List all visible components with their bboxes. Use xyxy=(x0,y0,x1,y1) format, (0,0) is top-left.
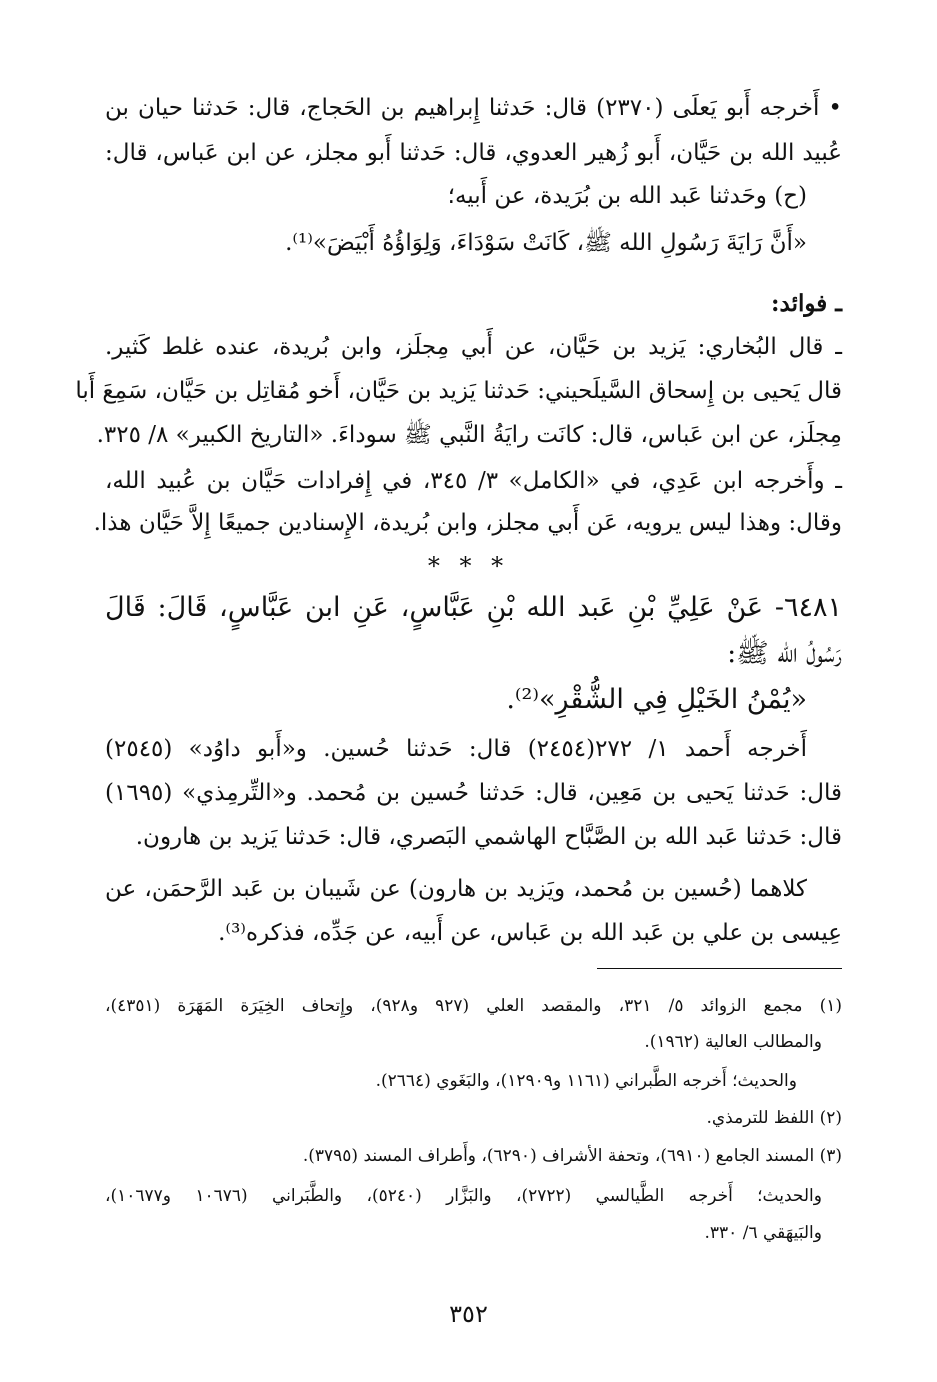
text-line: ـ وأَخرجه ابن عَدِي، في «الكامل» ٣/ ٣٤٥، في إِفرادات حَيَّان بن عُبيد الله، xyxy=(105,468,842,494)
text-line: عُبيد الله بن حَيَّان، أَبو زُهير العدوي، قال: حَدثنا أَبو مجلز، عن ابن عَباس، قال: xyxy=(105,140,842,166)
text-line: قال يَحيى بن إِسحاق السَّيلَحيني: حَدثنا يَزيد بن حَيَّان، أَخو مُقاتِل بن حَيَّان، سَمِعَ أَبا xyxy=(75,378,842,404)
text-line: عِيسى بن علي بن عَبد الله بن عَباس، عن أَبيه، عن جَدِّه، فذكره⁽³⁾. xyxy=(218,920,842,946)
text-line: أَخرجه أَحمد ١/ ٢٧٢(٢٤٥٤) قال: حَدثنا حُسين. و«أَبو داوُد» (٢٥٤٥) xyxy=(105,736,807,762)
hadith-text: «يُمْنُ الخَيْلِ فِي الشُّقْرِ»⁽²⁾. xyxy=(506,684,807,715)
footnote: والحديث؛ أَخرجه الطَّبراني (١١٦١ و١٢٩٠٩)، والبَغَوي (٢٦٦٤). xyxy=(375,1071,797,1091)
text-line: كلاهما (حُسين بن مُحمد، ويَزيد بن هارون) عن شَيبان بن عَبد الرَّحمَن، عن xyxy=(105,876,807,902)
footnote: والمطالب العالية (١٩٦٢). xyxy=(644,1032,822,1052)
text-line: قال: حَدثنا عَبد الله بن الصَّبَّاح الهاشمي البَصري، قال: حَدثنا يَزيد بن هارون. xyxy=(135,824,842,850)
footnote-divider xyxy=(597,968,842,969)
footnote: (٢) اللفظ للترمذي. xyxy=(706,1108,842,1128)
footnote: (٣) المسند الجامع (٦٩١٠)، وتحفة الأشراف (٦٢٩٠)، وأَطراف المسند (٣٧٩٥). xyxy=(302,1146,842,1166)
footnote: والبَيهَقي ٦/ ٣٣٠. xyxy=(704,1223,822,1243)
section-separator: * * * xyxy=(427,552,510,580)
text-line: وقال: وهذا ليس يرويه، عَن أَبي مجلز، وابن بُريدة، الإِسنادين جميعًا إِلاَّ حَيَّان هذا. xyxy=(93,510,842,536)
section-heading: ـ فوائد: xyxy=(771,290,842,317)
text-line: قال: حَدثنا يَحيى بن مَعِين، قال: حَدثنا حُسين بن مُحمد. و«التِّرمِذي» (١٦٩٥) xyxy=(105,780,842,806)
footnote: والحديث؛ أَخرجه الطَّيالسي (٢٧٢٢)، والبَزَّار (٥٢٤٠)، والطَّبَراني (١٠٦٧٦ و١٠٦٧٧)، xyxy=(105,1186,822,1206)
page-number: ٣٥٢ xyxy=(449,1300,488,1328)
hadith-text: «أَنَّ رَايَةَ رَسُولِ الله ﷺ، كَانَتْ سَوْدَاءَ، وَلِوَاؤُهُ أَبْيَضَ»⁽¹⁾. xyxy=(285,230,807,256)
hadith-heading: رَسُولُ الله ﷺ: xyxy=(727,638,842,669)
text-line: مِجلَز، عن ابن عَباس، قال: كانَت رايَةُ النَّبي ﷺ سوداءَ. «التاريخ الكبير» ٨/ ٣٢٥. xyxy=(96,422,842,448)
footnote: (١) مجمع الزوائد ٥/ ٣٢١، والمقصد العلي (٩٢٧ و٩٢٨)، وإِتحاف الخِيَرَة المَهَرَة (٤٣٥١)، xyxy=(105,996,842,1016)
text-line: (ح) وحَدثنا عَبد الله بن بُرَيدة، عن أَبيه؛ xyxy=(447,183,807,209)
hadith-heading: ٦٤٨١- عَنْ عَلِيِّ بْنِ عَبد الله بْنِ عَبَّاسٍ، عَنِ ابن عَبَّاسٍ، قَالَ: قَالَ xyxy=(105,592,842,623)
text-line: ـ قال البُخاري: يَزيد بن حَيَّان، عن أَبي مِجلَز، وابن بُريدة، عنده غلط كَثير. xyxy=(105,334,842,360)
text-line: • أَخرجه أَبو يَعلَى (٢٣٧٠) قال: حَدثنا إِبراهيم بن الحَجاج، قال: حَدثنا حيان بن xyxy=(105,95,842,121)
